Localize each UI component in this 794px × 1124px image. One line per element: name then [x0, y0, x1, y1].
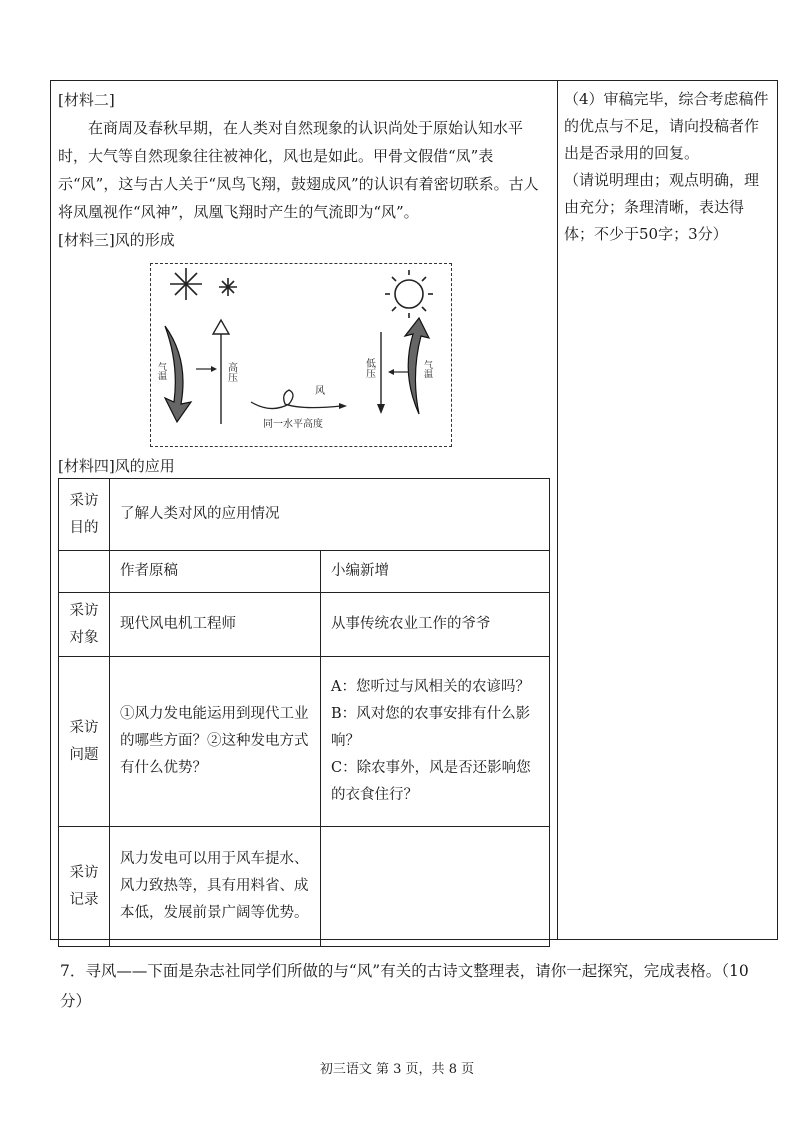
cold-air-arrow [165, 326, 191, 422]
level-label: 同一水平高度 [263, 419, 323, 430]
table-row [59, 593, 550, 657]
col-original-header: 作者原稿 [110, 551, 321, 593]
wind-label: 风 [315, 386, 325, 397]
col-added-header: 小编新增 [321, 551, 550, 593]
requirement-text: （请说明理由；观点明确，理由充分；条理清晰，表达得体；不少于50字；3分） [564, 171, 760, 243]
left-temp-label: 气温 [156, 362, 166, 380]
page-footer: 初三语文 第 3 页，共 8 页 [319, 1062, 475, 1077]
snowflake-icon [170, 268, 237, 300]
material2-body: 在商周及春秋早期，在人类对自然现象的认识尚处于原始认知水平时，大气等自然现象往往被神化，风也是如此。甲骨文假借“凤”表示“风”，这与古人关于“凤鸟飞翔，鼓翅成风”的认识有着密切联系。古人将凤凰视作“风神”，凤凰飞翔时产生的气流即为“风”。 [58, 119, 539, 221]
interview-table [58, 478, 550, 947]
high-pressure-label: 高压 [225, 362, 237, 382]
record-original: 风力发电可以用于风车提水、风力致热等，具有用料省、成本低，发展前景广阔等优势。 [110, 827, 321, 947]
material3-label: [材料三]风的形成 [58, 231, 175, 249]
purpose-header: 采访目的 [59, 479, 110, 551]
question-added-b: B：风对您的农事安排有什么影响？ [331, 706, 531, 749]
question-7: 7．寻风——下面是杂志社同学们所做的与“风”有关的古诗文整理表，请你一起探究，完成表格。（10分） [60, 962, 749, 1010]
materials-column [58, 86, 550, 254]
material4-label: [材料四]风的应用 [58, 457, 175, 475]
material4-block [58, 452, 550, 480]
task-column [564, 86, 769, 248]
target-original: 现代风电机工程师 [110, 593, 321, 657]
right-temp-label: 气温 [422, 360, 432, 378]
question-original: ①风力发电能运用到现代工业的哪些方面？②这种发电方式有什么优势？ [110, 657, 321, 827]
question-added-a: A：您听过与风相关的农谚吗？ [331, 679, 530, 695]
table-row [59, 479, 550, 551]
record-header: 采访记录 [59, 827, 110, 947]
wind-formation-diagram [150, 263, 452, 447]
column-divider [557, 80, 558, 940]
question-header: 采访问题 [59, 657, 110, 827]
question-added-c: C：除农事外，风是否还影响您的衣食住行？ [331, 760, 531, 803]
material2-label: [材料二] [58, 91, 115, 109]
low-pressure-label: 低压 [363, 358, 375, 378]
target-header: 采访对象 [59, 593, 110, 657]
question-added [321, 657, 550, 827]
record-added [321, 827, 550, 947]
table-row [59, 827, 550, 947]
table-row [59, 551, 550, 593]
table-row [59, 657, 550, 827]
purpose-cell: 了解人类对风的应用情况 [110, 479, 550, 551]
sun-icon [385, 270, 433, 318]
target-added: 从事传统农业工作的爷爷 [321, 593, 550, 657]
task-text: （4）审稿完毕，综合考虑稿件的优点与不足，请向投稿者作出是否录用的回复。 [564, 90, 769, 162]
